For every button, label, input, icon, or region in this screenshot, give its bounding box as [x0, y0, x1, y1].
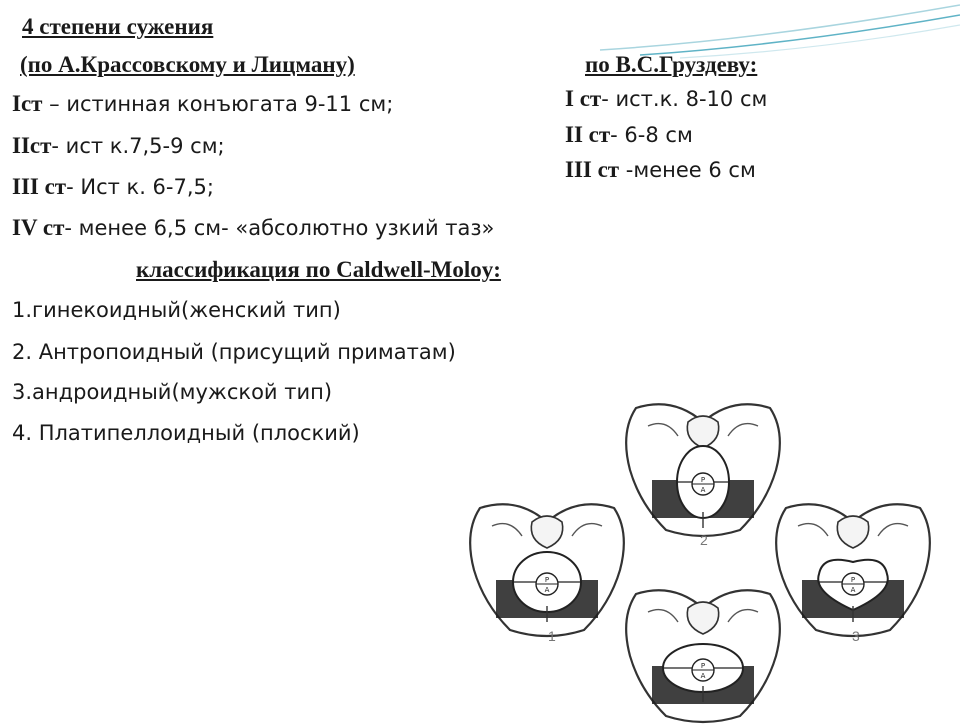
svg-text:A: A — [850, 586, 856, 594]
degree-label: III ст — [12, 174, 67, 199]
svg-text:P: P — [850, 576, 856, 584]
figure-number-3: 3 — [852, 628, 860, 644]
degree-label: I ст — [565, 86, 602, 111]
degree-text: -менее 6 см — [619, 158, 756, 182]
svg-text:P: P — [544, 576, 550, 584]
classification-item-4: 4. Платипеллоидный (плоский) — [12, 421, 360, 445]
svg-text:P: P — [700, 476, 706, 484]
degree-text: – истинная конъюгата 9-11 см; — [42, 92, 394, 116]
degree-text: - Ист к. 6-7,5; — [66, 175, 214, 199]
degree-label: III ст — [565, 157, 620, 182]
degree-text: - 6-8 см — [610, 123, 693, 147]
degree-label: Iст — [12, 91, 43, 116]
pelvis-drawing — [776, 504, 930, 636]
pelvis-drawing — [626, 590, 780, 722]
gruzdev-line-1 — [565, 86, 767, 112]
degree-label: IIст — [12, 133, 52, 158]
pelvis-drawing — [470, 504, 624, 636]
degree-line-2 — [12, 133, 225, 159]
degree-label: II ст — [565, 122, 611, 147]
classification-item-2: 2. Антропоидный (присущий приматам) — [12, 340, 456, 364]
heading-gruzdev: по В.С.Груздеву: — [585, 52, 758, 77]
pelvis-figure-2 — [618, 392, 788, 542]
figure-number-1: 1 — [548, 628, 556, 644]
classification-item-3: 3.андроидный(мужской тип) — [12, 380, 333, 404]
pelvis-figure-3 — [768, 492, 938, 642]
degree-label: IV ст — [12, 215, 65, 240]
svg-text:A: A — [700, 486, 706, 494]
degree-line-1 — [12, 91, 393, 117]
svg-text:A: A — [544, 586, 550, 594]
pelvis-drawing — [626, 404, 780, 536]
gruzdev-line-2 — [565, 122, 693, 148]
degree-text: - ист.к. 8-10 см — [601, 87, 768, 111]
svg-text:A: A — [700, 672, 706, 680]
classification-item-1: 1.гинекоидный(женский тип) — [12, 298, 341, 322]
heading-krassovsky-line2: (по А.Крассовскому и Лицману) — [20, 52, 355, 77]
degree-line-3 — [12, 174, 214, 200]
svg-text:P: P — [700, 662, 706, 670]
degree-text: - ист к.7,5-9 см; — [51, 134, 225, 158]
figure-number-2: 2 — [700, 532, 708, 548]
heading-krassovsky-line1: 4 степени сужения — [22, 14, 214, 39]
pelvis-figure-1 — [462, 492, 632, 642]
degree-text: - менее 6,5 см- «абсолютно узкий таз» — [64, 216, 495, 240]
degree-line-4 — [12, 215, 494, 241]
gruzdev-line-3 — [565, 157, 756, 183]
pelvis-figure-4 — [618, 578, 788, 728]
decorative-waves — [560, 0, 960, 60]
classification-heading: классификация по Caldwell-Moloy: — [136, 257, 501, 282]
